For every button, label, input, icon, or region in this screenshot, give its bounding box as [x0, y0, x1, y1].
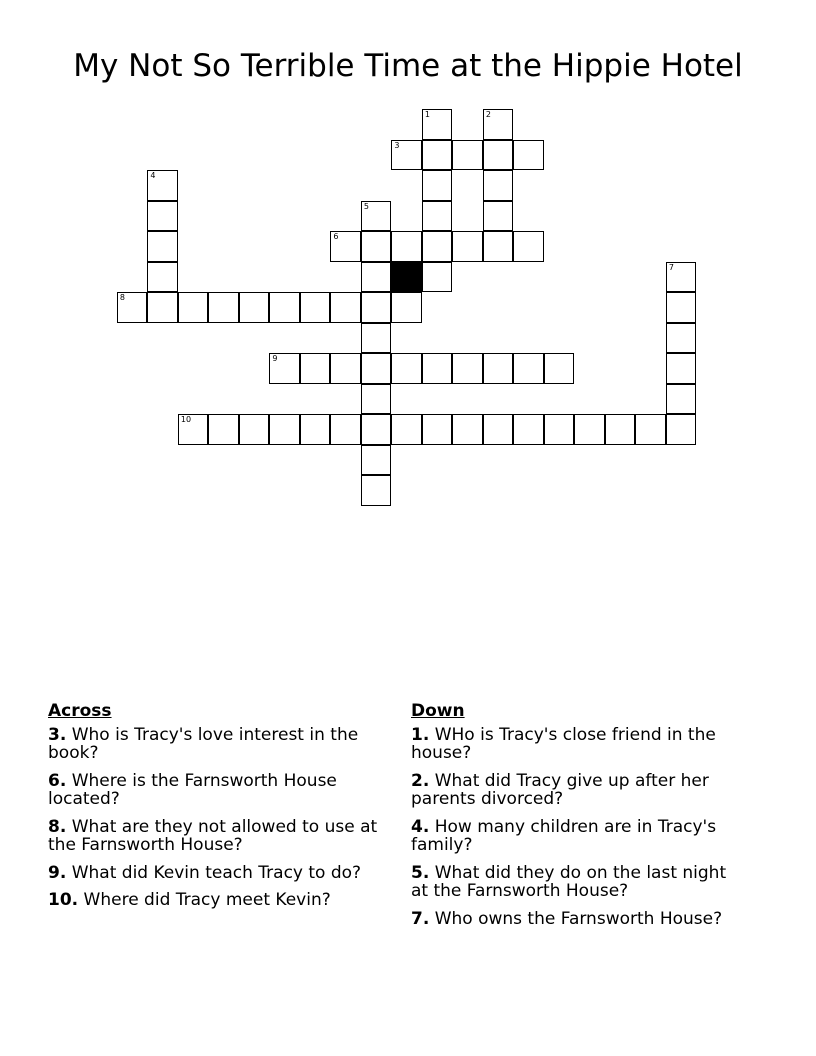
grid-cell[interactable]	[452, 353, 483, 384]
grid-cell[interactable]	[391, 231, 422, 262]
grid-cell[interactable]	[666, 414, 697, 445]
grid-cell[interactable]	[483, 353, 514, 384]
clue-number: 1.	[411, 724, 430, 745]
grid-cell[interactable]	[666, 323, 697, 354]
grid-cell[interactable]	[361, 201, 392, 232]
clue-text: Where is the Farnsworth House located?	[48, 770, 337, 809]
grid-cell[interactable]	[330, 414, 361, 445]
clue-number-label: 9	[272, 354, 278, 364]
grid-cell[interactable]	[391, 292, 422, 323]
grid-cell[interactable]	[208, 292, 239, 323]
grid-cell[interactable]	[513, 353, 544, 384]
clue-number: 8.	[48, 816, 67, 837]
grid-cell[interactable]	[361, 353, 392, 384]
grid-cell[interactable]	[513, 231, 544, 262]
clue-number: 9.	[48, 862, 67, 883]
grid-cell[interactable]	[666, 292, 697, 323]
grid-cell[interactable]	[361, 262, 392, 293]
grid-cell[interactable]	[422, 109, 453, 140]
clue-down-2	[411, 772, 741, 809]
grid-cell[interactable]	[147, 170, 178, 201]
clue-number-label: 6	[333, 232, 339, 242]
grid-cell[interactable]	[361, 475, 392, 506]
grid-cell[interactable]	[422, 231, 453, 262]
grid-cell[interactable]	[574, 414, 605, 445]
grid-cell[interactable]	[544, 414, 575, 445]
across-clues	[48, 702, 378, 919]
grid-cell[interactable]	[391, 353, 422, 384]
grid-cell[interactable]	[422, 140, 453, 171]
grid-cell[interactable]	[178, 414, 209, 445]
grid-cell[interactable]	[635, 414, 666, 445]
grid-cell[interactable]	[513, 140, 544, 171]
grid-cell[interactable]	[483, 170, 514, 201]
page-title: My Not So Terrible Time at the Hippie Hotel	[73, 48, 743, 84]
blocked-cell	[391, 262, 422, 293]
grid-cell[interactable]	[483, 140, 514, 171]
clue-text: How many children are in Tracy's family?	[411, 816, 717, 855]
grid-cell[interactable]	[483, 201, 514, 232]
clue-number: 10.	[48, 890, 79, 910]
grid-cell[interactable]	[422, 414, 453, 445]
grid-cell[interactable]	[422, 262, 453, 293]
grid-cell[interactable]	[422, 353, 453, 384]
grid-cell[interactable]	[117, 292, 148, 323]
clue-number-label: 1	[424, 110, 430, 120]
down-clues	[411, 702, 741, 937]
grid-cell[interactable]	[147, 231, 178, 262]
grid-cell[interactable]	[666, 353, 697, 384]
clue-number-label: 2	[485, 110, 491, 120]
grid-cell[interactable]	[483, 414, 514, 445]
clue-across-3	[48, 726, 378, 763]
clue-across-8	[48, 818, 378, 855]
grid-cell[interactable]	[330, 353, 361, 384]
grid-cell[interactable]	[208, 414, 239, 445]
clue-number: 5.	[411, 862, 430, 883]
clue-across-10	[48, 891, 378, 910]
clue-text: What did Tracy give up after her parents divorced?	[411, 770, 709, 809]
grid-cell[interactable]	[361, 445, 392, 476]
grid-cell[interactable]	[147, 262, 178, 293]
grid-cell[interactable]	[605, 414, 636, 445]
grid-cell[interactable]	[452, 231, 483, 262]
across-heading: Across	[48, 701, 112, 721]
grid-cell[interactable]	[513, 414, 544, 445]
grid-cell[interactable]	[361, 231, 392, 262]
clue-number-label: 4	[150, 171, 156, 181]
grid-cell[interactable]	[452, 414, 483, 445]
grid-cell[interactable]	[483, 109, 514, 140]
clue-text: WHo is Tracy's close friend in the house?	[411, 724, 716, 763]
grid-cell[interactable]	[300, 292, 331, 323]
clue-text: Who owns the Farnsworth House?	[434, 908, 723, 929]
grid-cell[interactable]	[422, 170, 453, 201]
clue-down-5	[411, 864, 741, 901]
clue-number: 4.	[411, 816, 430, 837]
clue-number-label: 10	[180, 415, 192, 425]
grid-cell[interactable]	[178, 292, 209, 323]
grid-cell[interactable]	[544, 353, 575, 384]
grid-cell[interactable]	[666, 262, 697, 293]
clue-text: Who is Tracy's love interest in the book?	[48, 724, 359, 763]
grid-cell[interactable]	[361, 384, 392, 415]
clue-down-7	[411, 910, 741, 929]
clue-number: 7.	[411, 908, 430, 929]
clue-down-4	[411, 818, 741, 855]
grid-cell[interactable]	[483, 231, 514, 262]
grid-cell[interactable]	[269, 414, 300, 445]
grid-cell[interactable]	[361, 292, 392, 323]
down-heading: Down	[411, 701, 465, 721]
grid-cell[interactable]	[422, 201, 453, 232]
crossword-grid	[0, 0, 816, 520]
grid-cell[interactable]	[239, 292, 270, 323]
clue-text: What did they do on the last night at the Farnsworth House?	[411, 862, 727, 901]
grid-cell[interactable]	[361, 323, 392, 354]
grid-cell[interactable]	[391, 140, 422, 171]
grid-cell[interactable]	[330, 292, 361, 323]
clue-number: 2.	[411, 770, 430, 791]
grid-cell[interactable]	[147, 201, 178, 232]
clue-text: What did Kevin teach Tracy to do?	[71, 862, 362, 883]
grid-cell[interactable]	[269, 292, 300, 323]
grid-cell[interactable]	[330, 231, 361, 262]
clue-number-label: 8	[119, 293, 125, 303]
clue-down-1	[411, 726, 741, 763]
clue-number-label: 7	[668, 262, 674, 272]
grid-cell[interactable]	[666, 384, 697, 415]
grid-cell[interactable]	[361, 414, 392, 445]
clue-number-label: 5	[363, 201, 369, 211]
clue-number-label: 3	[394, 140, 400, 150]
grid-cell[interactable]	[147, 292, 178, 323]
grid-cell[interactable]	[269, 353, 300, 384]
clue-across-9	[48, 864, 378, 883]
clue-text: Where did Tracy meet Kevin?	[83, 890, 331, 910]
grid-cell[interactable]	[300, 353, 331, 384]
grid-cell[interactable]	[452, 140, 483, 171]
clue-across-6	[48, 772, 378, 809]
clue-text: What are they not allowed to use at the Farnsworth House?	[48, 816, 378, 855]
clue-number: 3.	[48, 724, 67, 745]
clue-number: 6.	[48, 770, 67, 791]
grid-cell[interactable]	[300, 414, 331, 445]
grid-cell[interactable]	[239, 414, 270, 445]
grid-cell[interactable]	[391, 414, 422, 445]
